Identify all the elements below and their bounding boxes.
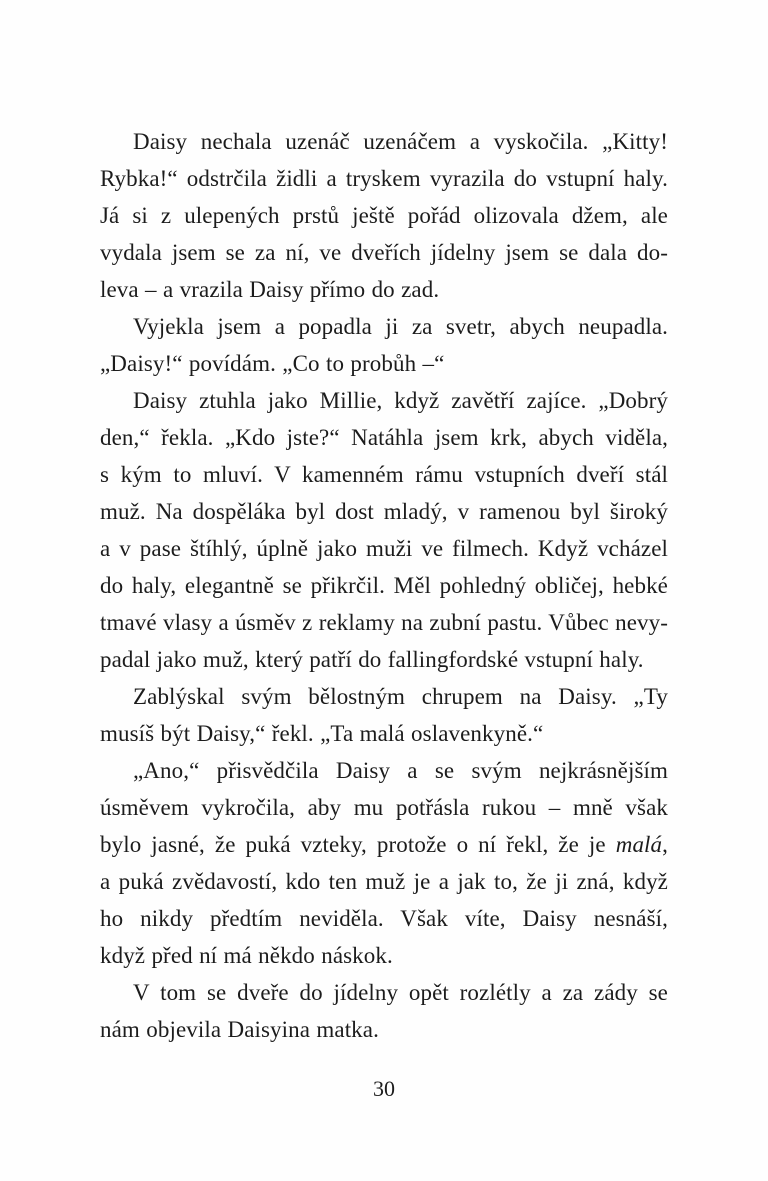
text-line: Daisy ztuhla jako Millie, když zavětří zajíce. „Dobrý (133, 388, 668, 413)
text-line: padal jako muž, který patří do fallingfordské vstupní haly. (100, 647, 644, 672)
text-line: Daisy nechala uzenáč uzenáčem a vyskočila. „Kitty! (133, 129, 668, 154)
text-line: Rybka!“ odstrčila židli a tryskem vyrazila do vstupní haly. (100, 166, 668, 191)
text-line (100, 826, 668, 863)
text-line: Já si z ulepených prstů ještě pořád olizovala džem, ale (100, 203, 668, 228)
italic-text: malá (615, 832, 663, 857)
body-text (100, 123, 668, 1048)
text-line: ho nikdy předtím neviděla. Však víte, Daisy nesnáší, (100, 906, 668, 931)
page-number: 30 (373, 1076, 395, 1101)
text-line: vydala jsem se za ní, ve dveřích jídelny jsem se dala do- (100, 240, 668, 265)
text-line: s kým to mluví. V kamenném rámu vstupních dveří stál (100, 462, 668, 487)
text-line: Zablýskal svým bělostným chrupem na Daisy. „Ty (133, 684, 668, 709)
text-line: do haly, elegantně se přikrčil. Měl pohledný obličej, hebké (100, 573, 668, 598)
text-line: a puká zvědavostí, kdo ten muž je a jak to, že ji zná, když (100, 869, 668, 894)
text-line: Vyjekla jsem a popadla ji za svetr, abych neupadla. (133, 314, 668, 339)
text-line: muž. Na dospěláka byl dost mladý, v ramenou byl široký (100, 499, 668, 524)
text-line: V tom se dveře do jídelny opět rozlétly a za zády se (133, 980, 668, 1005)
text-line: leva – a vrazila Daisy přímo do zad. (100, 277, 440, 302)
text-line: „Ano,“ přisvědčila Daisy a se svým nejkrásnějším (133, 758, 668, 783)
text-line: den,“ řekla. „Kdo jste?“ Natáhla jsem krk, abych viděla, (100, 425, 668, 450)
text-line: nám objevila Daisyina matka. (100, 1017, 379, 1042)
text-line: „Daisy!“ povídám. „Co to probůh –“ (100, 351, 445, 376)
text-line: musíš být Daisy,“ řekl. „Ta malá oslavenkyně.“ (100, 721, 544, 746)
text-segment: bylo jasné, že puká vzteky, protože o ní řekl, že je (100, 832, 616, 857)
text-line: tmavé vlasy a úsměv z reklamy na zubní pastu. Vůbec nevy- (100, 610, 668, 635)
text-line: úsměvem vykročila, aby mu potřásla rukou – mně však (100, 795, 668, 820)
text-line: když před ní má někdo náskok. (100, 943, 393, 968)
text-line: a v pase štíhlý, úplně jako muži ve filmech. Když vcházel (100, 536, 668, 561)
text-segment: , (662, 832, 668, 857)
